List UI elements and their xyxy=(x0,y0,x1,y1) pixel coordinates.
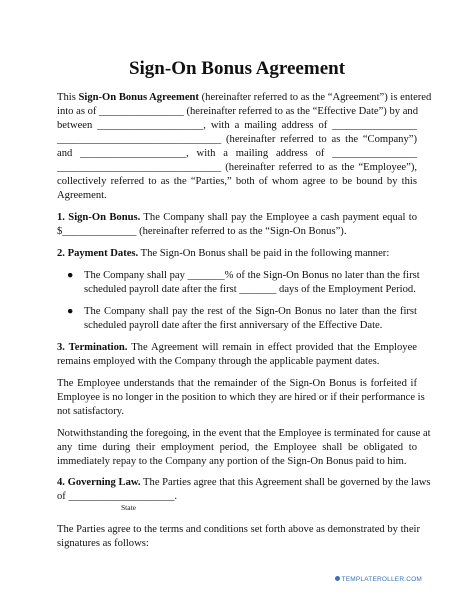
intro-line-5: and ____________________, with a mailing address of ________________ xyxy=(57,148,417,159)
section-2-heading: 2. Payment Dates. xyxy=(57,248,139,259)
section-4-heading: 4. Governing Law. xyxy=(57,477,141,488)
bullet-1-line-1: The Company shall pay _______% of the Sign-On Bonus no later than the first xyxy=(84,270,420,281)
section-3-para-2-line-3: not satisfactory. xyxy=(57,406,124,417)
intro-line-3: between ____________________, with a mailing address of ________________ xyxy=(57,120,417,131)
section-3-para-3-line-2: any time during their employment period, the Employee shall be obligated to xyxy=(57,442,417,453)
intro-line-7: collectively referred to as the “Parties,” both of whom agree to be bound by this xyxy=(57,176,417,187)
bullet-2-line-1: The Company shall pay the rest of the Sign-On Bonus no later than the first xyxy=(84,306,417,317)
section-3-para-3-line-1: Notwithstanding the foregoing, in the event that the Employee is terminated for cause at xyxy=(57,428,431,439)
section-3-para-2-line-2: Employee is no longer in the position to which they are hired or if their performance is xyxy=(57,392,425,403)
bullet-1-line-2: scheduled payroll date after the first _______ days of the Employment Period. xyxy=(84,284,416,295)
intro-line-2: into as of ________________ (hereinafter referred to as the “Effective Date”) by and xyxy=(57,106,419,117)
agreement-name: Sign-On Bonus Agreement xyxy=(78,92,199,103)
section-3-line-1: 3. Termination. The Agreement will remain in effect provided that the Employee xyxy=(57,342,417,353)
section-3-line-2: remains employed with the Company through the applicable payment dates. xyxy=(57,356,380,367)
section-4-line-2: of ____________________. xyxy=(57,491,178,502)
intro-line-1: This Sign-On Bonus Agreement (hereinafter referred to as the “Agreement”) is entered xyxy=(57,92,432,103)
state-caption: State xyxy=(121,503,136,512)
footer-text: TEMPLATEROLLER.COM xyxy=(341,576,422,583)
document-title: Sign-On Bonus Agreement xyxy=(128,58,346,79)
section-2-line-1: 2. Payment Dates. The Sign-On Bonus shall be paid in the following manner: xyxy=(57,248,390,259)
section-1-line-2: $______________ (hereinafter referred to as the “Sign-On Bonus”). xyxy=(57,226,347,237)
brand-dot-icon xyxy=(335,576,340,581)
section-3-heading: 3. Termination. xyxy=(57,342,128,353)
bullet-2-line-2: scheduled payroll date after the first anniversary of the Effective Date. xyxy=(84,320,383,331)
section-4-line-1: 4. Governing Law. The Parties agree that this Agreement shall be governed by the laws xyxy=(57,477,431,488)
bullet-icon: ● xyxy=(67,270,74,281)
section-1-heading: 1. Sign-On Bonus. xyxy=(57,212,141,223)
section-3-para-3-line-3: immediately repay to the Company any portion of the Sign-On Bonus paid to him. xyxy=(57,456,407,467)
closing-line-2: signatures as follows: xyxy=(57,538,149,549)
section-3-para-2-line-1: The Employee understands that the remainder of the Sign-On Bonus is forfeited if xyxy=(57,378,417,389)
footer-brand xyxy=(335,576,422,584)
bullet-icon: ● xyxy=(67,306,74,317)
intro-line-6: _______________________________ (hereinafter referred to as the “Employee”), xyxy=(57,162,417,173)
closing-line-1: The Parties agree to the terms and conditions set forth above as demonstrated by their xyxy=(57,524,421,535)
intro-line-8: Agreement. xyxy=(57,190,107,201)
section-1-line-1: 1. Sign-On Bonus. The Company shall pay the Employee a cash payment equal to xyxy=(57,212,418,223)
intro-line-4: _______________________________ (hereinafter referred to as the “Company”) xyxy=(57,134,417,145)
